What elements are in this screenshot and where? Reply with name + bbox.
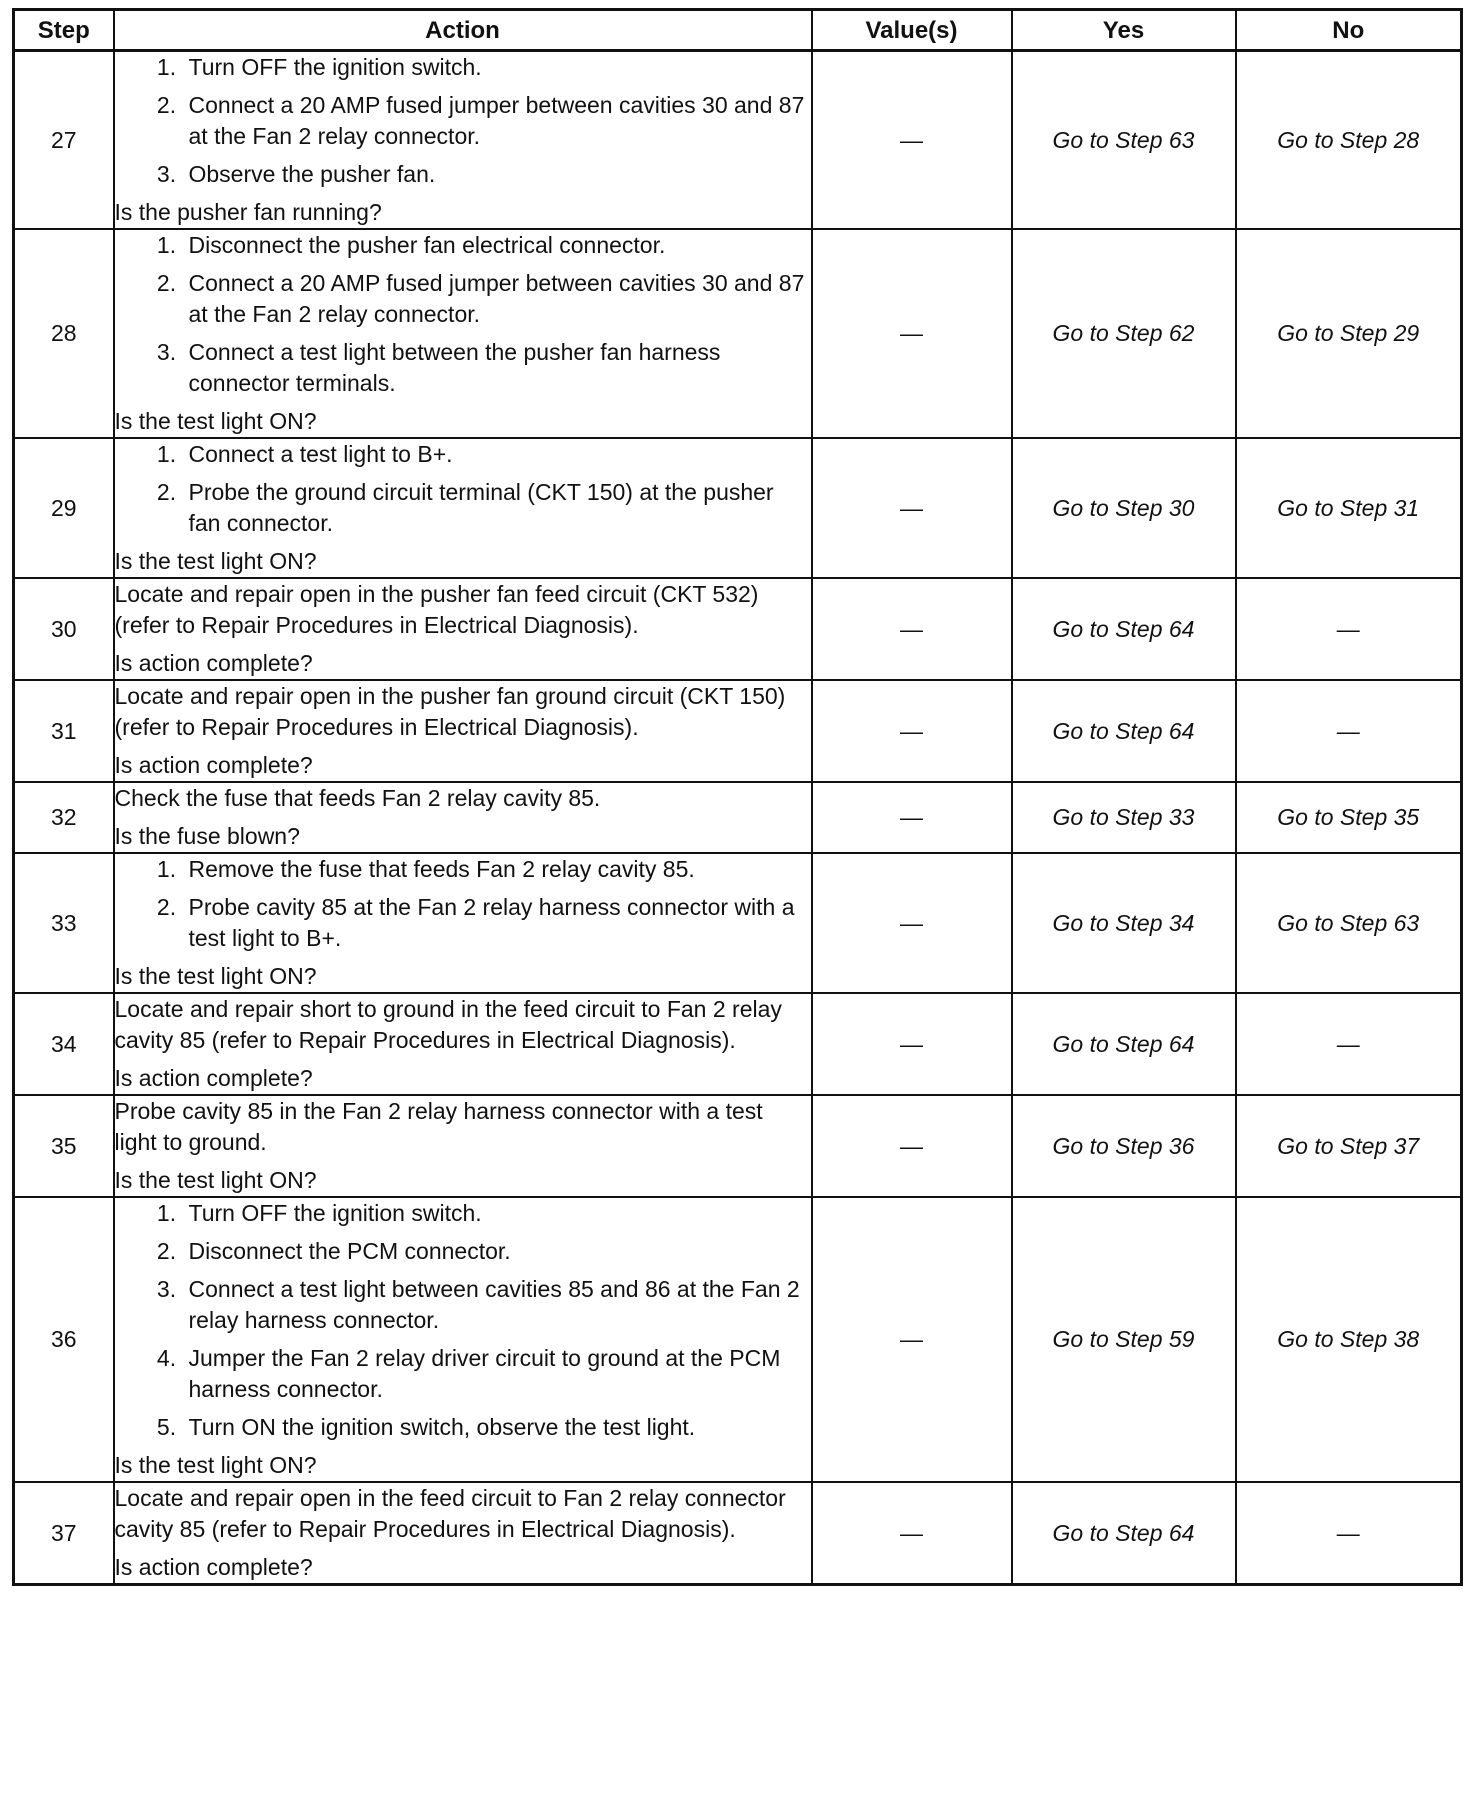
action-step-item: 2. Connect a 20 AMP fused jumper between cavities 30 and 87 at the Fan 2 relay connector. bbox=[183, 90, 811, 152]
table-row bbox=[14, 782, 1462, 853]
action-cell bbox=[114, 438, 812, 578]
action-step-item: 1. Turn OFF the ignition switch. bbox=[183, 1198, 811, 1229]
action-instruction: Locate and repair open in the feed circuit to Fan 2 relay connector cavity 85 (refer to Repair Procedures in Electrical Diagnosis). bbox=[114, 1485, 786, 1542]
no-outcome: Go to Step 28 bbox=[1236, 51, 1462, 230]
header-step: Step bbox=[14, 10, 114, 51]
table-row bbox=[14, 1482, 1462, 1585]
action-instruction: Locate and repair open in the pusher fan feed circuit (CKT 532) (refer to Repair Procedures in Electrical Diagnosis). bbox=[114, 581, 759, 638]
no-outcome: Go to Step 31 bbox=[1236, 438, 1462, 578]
action-step-item: 1. Connect a test light to B+. bbox=[183, 439, 811, 470]
step-number: 27 bbox=[14, 51, 114, 230]
yes-outcome: Go to Step 33 bbox=[1012, 782, 1236, 853]
no-outcome: — bbox=[1236, 578, 1462, 680]
action-instruction: Locate and repair short to ground in the feed circuit to Fan 2 relay cavity 85 (refer to Repair Procedures in Electrical Diagnosis). bbox=[114, 996, 782, 1053]
yes-outcome: Go to Step 30 bbox=[1012, 438, 1236, 578]
no-outcome: Go to Step 37 bbox=[1236, 1095, 1462, 1197]
header-no: No bbox=[1236, 10, 1462, 51]
action-instruction: Check the fuse that feeds Fan 2 relay cavity 85. bbox=[114, 785, 601, 811]
action-steps-list bbox=[115, 1198, 811, 1443]
no-outcome: Go to Step 29 bbox=[1236, 229, 1462, 438]
action-step-item: 2. Probe the ground circuit terminal (CKT 150) at the pusher fan connector. bbox=[183, 477, 811, 539]
no-outcome: Go to Step 38 bbox=[1236, 1197, 1462, 1482]
value-cell: — bbox=[812, 1482, 1012, 1585]
step-number: 31 bbox=[14, 680, 114, 782]
action-cell bbox=[114, 680, 812, 782]
step-number: 36 bbox=[14, 1197, 114, 1482]
table-row bbox=[14, 1197, 1462, 1482]
action-step-item: 1. Remove the fuse that feeds Fan 2 relay cavity 85. bbox=[183, 854, 811, 885]
no-outcome: — bbox=[1236, 993, 1462, 1095]
table-row bbox=[14, 993, 1462, 1095]
action-step-item: 3. Observe the pusher fan. bbox=[183, 159, 811, 190]
step-number: 28 bbox=[14, 229, 114, 438]
header-row bbox=[14, 10, 1462, 51]
action-step-item: 5. Turn ON the ignition switch, observe the test light. bbox=[183, 1412, 811, 1443]
action-step-item: 4. Jumper the Fan 2 relay driver circuit to ground at the PCM harness connector. bbox=[183, 1343, 811, 1405]
table-row bbox=[14, 680, 1462, 782]
step-number: 32 bbox=[14, 782, 114, 853]
action-step-item: 1. Disconnect the pusher fan electrical connector. bbox=[183, 230, 811, 261]
action-cell bbox=[114, 578, 812, 680]
table-row bbox=[14, 438, 1462, 578]
value-cell: — bbox=[812, 1197, 1012, 1482]
action-instruction: Probe cavity 85 in the Fan 2 relay harness connector with a test light to ground. bbox=[114, 1098, 763, 1155]
yes-outcome: Go to Step 63 bbox=[1012, 51, 1236, 230]
step-number: 30 bbox=[14, 578, 114, 680]
step-number: 33 bbox=[14, 853, 114, 993]
yes-outcome: Go to Step 64 bbox=[1012, 578, 1236, 680]
action-cell bbox=[114, 229, 812, 438]
action-steps-list bbox=[115, 230, 811, 399]
table-row bbox=[14, 51, 1462, 230]
value-cell: — bbox=[812, 993, 1012, 1095]
action-question: Is action complete? bbox=[114, 752, 313, 778]
yes-outcome: Go to Step 64 bbox=[1012, 680, 1236, 782]
action-cell bbox=[114, 1095, 812, 1197]
action-question: Is action complete? bbox=[114, 1554, 313, 1580]
step-number: 29 bbox=[14, 438, 114, 578]
action-question: Is the test light ON? bbox=[114, 548, 317, 574]
action-question: Is the fuse blown? bbox=[114, 823, 300, 849]
action-question: Is the test light ON? bbox=[114, 1167, 317, 1193]
action-cell bbox=[114, 993, 812, 1095]
value-cell: — bbox=[812, 853, 1012, 993]
value-cell: — bbox=[812, 578, 1012, 680]
action-step-item: 1. Turn OFF the ignition switch. bbox=[183, 52, 811, 83]
table-row bbox=[14, 1095, 1462, 1197]
action-step-item: 2. Probe cavity 85 at the Fan 2 relay harness connector with a test light to B+. bbox=[183, 892, 811, 954]
yes-outcome: Go to Step 36 bbox=[1012, 1095, 1236, 1197]
header-values: Value(s) bbox=[812, 10, 1012, 51]
table-row bbox=[14, 853, 1462, 993]
value-cell: — bbox=[812, 680, 1012, 782]
yes-outcome: Go to Step 64 bbox=[1012, 1482, 1236, 1585]
yes-outcome: Go to Step 59 bbox=[1012, 1197, 1236, 1482]
table-body bbox=[14, 51, 1462, 1585]
action-step-item: 2. Disconnect the PCM connector. bbox=[183, 1236, 811, 1267]
action-cell bbox=[114, 1197, 812, 1482]
step-number: 35 bbox=[14, 1095, 114, 1197]
action-question: Is the test light ON? bbox=[114, 408, 317, 434]
action-cell bbox=[114, 853, 812, 993]
action-step-item: 3. Connect a test light between the pusher fan harness connector terminals. bbox=[183, 337, 811, 399]
value-cell: — bbox=[812, 51, 1012, 230]
diagnostic-table bbox=[12, 8, 1463, 1586]
yes-outcome: Go to Step 64 bbox=[1012, 993, 1236, 1095]
value-cell: — bbox=[812, 1095, 1012, 1197]
table-row bbox=[14, 578, 1462, 680]
action-step-item: 2. Connect a 20 AMP fused jumper between cavities 30 and 87 at the Fan 2 relay connector. bbox=[183, 268, 811, 330]
no-outcome: Go to Step 63 bbox=[1236, 853, 1462, 993]
step-number: 37 bbox=[14, 1482, 114, 1585]
action-question: Is the test light ON? bbox=[114, 963, 317, 989]
action-question: Is action complete? bbox=[114, 1065, 313, 1091]
action-question: Is the test light ON? bbox=[114, 1452, 317, 1478]
action-steps-list bbox=[115, 854, 811, 954]
value-cell: — bbox=[812, 229, 1012, 438]
action-question: Is the pusher fan running? bbox=[114, 199, 382, 225]
no-outcome: — bbox=[1236, 1482, 1462, 1585]
action-step-item: 3. Connect a test light between cavities 85 and 86 at the Fan 2 relay harness connector. bbox=[183, 1274, 811, 1336]
action-question: Is action complete? bbox=[114, 650, 313, 676]
action-steps-list bbox=[115, 52, 811, 190]
action-cell bbox=[114, 782, 812, 853]
value-cell: — bbox=[812, 438, 1012, 578]
action-cell bbox=[114, 51, 812, 230]
action-steps-list bbox=[115, 439, 811, 539]
no-outcome: — bbox=[1236, 680, 1462, 782]
value-cell: — bbox=[812, 782, 1012, 853]
header-action: Action bbox=[114, 10, 812, 51]
step-number: 34 bbox=[14, 993, 114, 1095]
no-outcome: Go to Step 35 bbox=[1236, 782, 1462, 853]
table-row bbox=[14, 229, 1462, 438]
header-yes: Yes bbox=[1012, 10, 1236, 51]
action-instruction: Locate and repair open in the pusher fan ground circuit (CKT 150) (refer to Repair Procedures in Electrical Diagnosis). bbox=[114, 683, 786, 740]
yes-outcome: Go to Step 62 bbox=[1012, 229, 1236, 438]
yes-outcome: Go to Step 34 bbox=[1012, 853, 1236, 993]
action-cell bbox=[114, 1482, 812, 1585]
diagnostic-table-sheet bbox=[12, 8, 1460, 1798]
